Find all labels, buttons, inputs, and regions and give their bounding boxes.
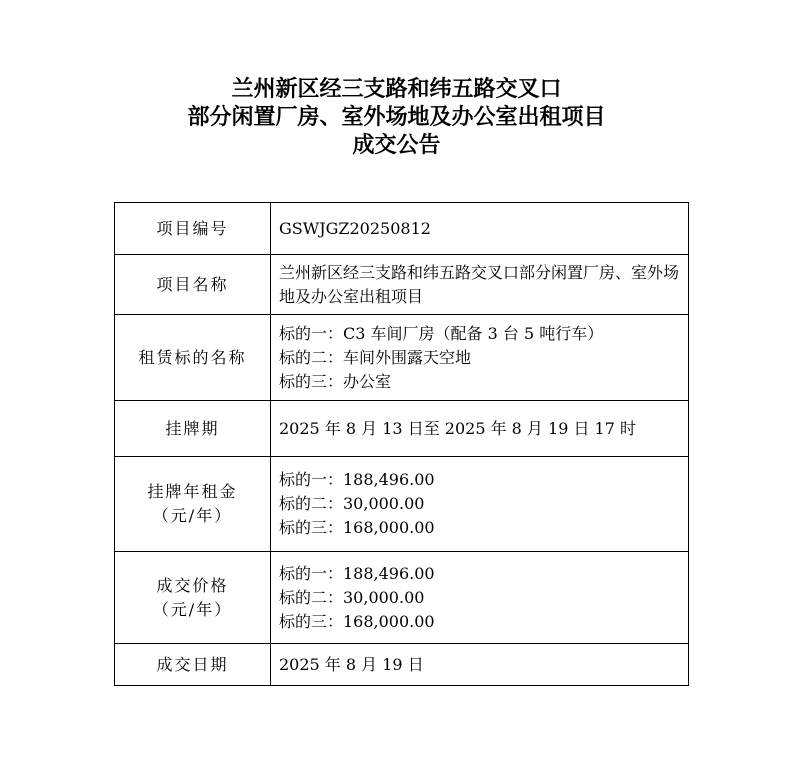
table-row-lease-subjects	[115, 315, 689, 401]
table-row-deal-date	[115, 644, 689, 686]
project-number-label: 项目编号	[115, 203, 271, 255]
title-line-3: 成交公告	[352, 133, 441, 158]
lease-subject-3: 标的三：办公室	[279, 371, 392, 391]
listing-period-label: 挂牌期	[115, 401, 271, 457]
table-row-listing-rent	[115, 457, 689, 552]
deal-price-item-1: 标的一：188,496.00	[279, 563, 435, 583]
announcement-table	[114, 202, 689, 686]
lease-subject-1: 标的一：C3 车间厂房（配备 3 台 5 吨行车）	[279, 323, 604, 343]
deal-price-item-3: 标的三：168,000.00	[279, 611, 435, 631]
listing-rent-item-2: 标的二：30,000.00	[279, 494, 425, 513]
page-title	[0, 76, 793, 160]
project-name-text: 兰州新区经三支路和纬五路交叉口部分闲置厂房、室外场地及办公室出租项目	[279, 262, 680, 306]
project-number-value	[271, 203, 689, 255]
deal-price-label-line-1: 成交价格	[156, 575, 229, 595]
listing-rent-label-line-1: 挂牌年租金	[147, 482, 238, 501]
deal-price-value	[271, 552, 689, 644]
listing-rent-item-1: 标的一：188,496.00	[279, 470, 435, 489]
deal-price-item-2: 标的二：30,000.00	[279, 587, 425, 607]
listing-period-text: 2025 年 8 月 13 日至 2025 年 8 月 19 日 17 时	[279, 418, 636, 438]
listing-rent-label-line-2: （元/年）	[152, 506, 233, 525]
title-line-1: 兰州新区经三支路和纬五路交叉口	[231, 77, 562, 102]
table-row-project-name	[115, 255, 689, 315]
table-row-listing-period	[115, 401, 689, 457]
lease-subjects-label: 租赁标的名称	[115, 315, 271, 401]
deal-price-label-line-2: （元/年）	[152, 599, 233, 619]
lease-subject-2: 标的二：车间外围露天空地	[279, 347, 472, 367]
lease-subjects-value	[271, 315, 689, 401]
table-row-project-number	[115, 203, 689, 255]
listing-period-value	[271, 401, 689, 457]
project-number-text: GSWJGZ20250812	[279, 218, 431, 238]
deal-date-label: 成交日期	[115, 644, 271, 686]
deal-date-text: 2025 年 8 月 19 日	[279, 654, 424, 674]
deal-date-value	[271, 644, 689, 686]
deal-price-label	[115, 552, 271, 644]
project-name-value	[271, 255, 689, 315]
title-line-2: 部分闲置厂房、室外场地及办公室出租项目	[187, 105, 606, 130]
table-row-deal-price	[115, 552, 689, 644]
project-name-label: 项目名称	[115, 255, 271, 315]
listing-rent-label	[115, 457, 271, 552]
listing-rent-item-3: 标的三：168,000.00	[279, 518, 435, 537]
listing-rent-value	[271, 457, 689, 552]
